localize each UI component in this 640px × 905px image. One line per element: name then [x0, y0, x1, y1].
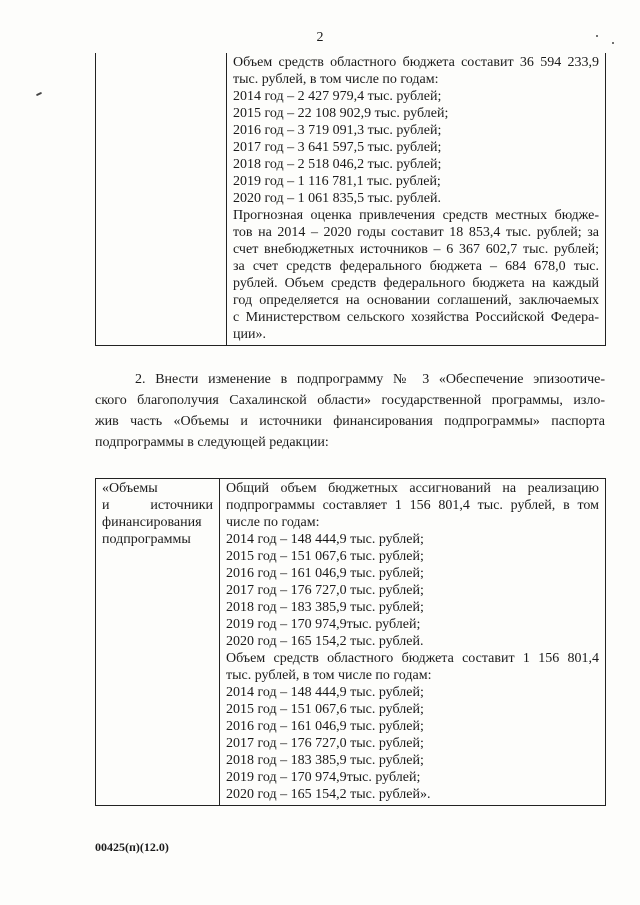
text-line: Прогнозная оценка привлечения средств местных бюдже- [233, 208, 599, 223]
paragraph-line: 2. Внести изменение в подпрограмму № 3 «Обеспечение эпизоотиче- [135, 372, 605, 387]
table2-right-cell [220, 479, 606, 806]
text-line: 2014 год – 148 444,9 тыс. рублей; [226, 685, 424, 700]
text-line: 2014 год – 2 427 979,4 тыс. рублей; [233, 89, 442, 104]
text-line: 2020 год – 165 154,2 тыс. рублей. [226, 634, 424, 649]
text-line: 2018 год – 2 518 046,2 тыс. рублей; [233, 157, 442, 172]
text-line: рублей. Объем средств федерального бюджета на каждый [233, 276, 599, 291]
paragraph-line: ского благополучия Сахалинской области» государственной программы, изло- [95, 393, 605, 408]
table2-left-cell [96, 479, 220, 806]
text-line: 2017 год – 176 727,0 тыс. рублей; [226, 583, 424, 598]
text-line: год определяется на основании соглашений, заключаемых [233, 293, 599, 308]
text-line: тыс. рублей, в том числе по годам: [226, 668, 432, 683]
text-line: подпрограммы [102, 532, 191, 547]
text-line: подпрограммы составляет 1 156 801,4 тыс. рублей, в том [226, 498, 599, 513]
paragraph-line: жив часть «Объемы и источники финансирования подпрограммы» паспорта [95, 414, 605, 429]
text-line: ции». [233, 327, 266, 342]
text-line: 2016 год – 3 719 091,3 тыс. рублей; [233, 123, 442, 138]
text-line: с Министерством сельского хозяйства Российской Федера- [233, 310, 599, 325]
text-line: за счет средств федерального бюджета – 684 678,0 тыс. [233, 259, 599, 274]
text-line: тыс. рублей, в том числе по годам: [233, 72, 439, 87]
page-number: 2 [316, 30, 324, 45]
table1-left-cell [96, 53, 227, 346]
text-line: 2015 год – 22 108 902,9 тыс. рублей; [233, 106, 449, 121]
text-line: 2018 год – 183 385,9 тыс. рублей; [226, 753, 424, 768]
text-line: 2020 год – 1 061 835,5 тыс. рублей. [233, 191, 441, 206]
scan-speck [612, 42, 614, 44]
paragraph-line: подпрограммы в следующей редакции: [95, 435, 329, 450]
text-line: 2015 год – 151 067,6 тыс. рублей; [226, 702, 424, 717]
text-line: Общий объем бюджетных ассигнований на реализацию [226, 481, 599, 496]
text-line: тов на 2014 – 2020 годы составит 18 853,4 тыс. рублей; за [233, 225, 599, 240]
text-line: 2018 год – 183 385,9 тыс. рублей; [226, 600, 424, 615]
text-line: 2019 год – 170 974,9тыс. рублей; [226, 770, 421, 785]
text-line: 2016 год – 161 046,9 тыс. рублей; [226, 719, 424, 734]
amendment-paragraph [95, 369, 605, 453]
text-line: финансирования [102, 515, 202, 530]
text-line: 2019 год – 170 974,9тыс. рублей; [226, 617, 421, 632]
text-line: 2019 год – 1 116 781,1 тыс. рублей; [233, 174, 441, 189]
scan-speck [596, 35, 598, 37]
text-line: счет внебюджетных источников – 6 367 602,7 тыс. рублей; [233, 242, 599, 257]
text-line: «Объемы [102, 481, 158, 496]
funding-table-continuation [95, 53, 606, 346]
text-line: числе по годам: [226, 515, 320, 530]
text-line: Объем средств областного бюджета составит 1 156 801,4 [226, 651, 599, 666]
text-line: 2015 год – 151 067,6 тыс. рублей; [226, 549, 424, 564]
text-line: 2014 год – 148 444,9 тыс. рублей; [226, 532, 424, 547]
text-line: и источники [102, 498, 213, 513]
text-line: 2017 год – 3 641 597,5 тыс. рублей; [233, 140, 442, 155]
text-line: 2020 год – 165 154,2 тыс. рублей». [226, 787, 431, 802]
subprogram-funding-table [95, 478, 606, 806]
text-line: 2016 год – 161 046,9 тыс. рублей; [226, 566, 424, 581]
document-code: 00425(п)(12.0) [95, 840, 169, 854]
text-line: Объем средств областного бюджета составит 36 594 233,9 [233, 55, 599, 70]
table1-right-cell [227, 53, 606, 346]
scan-speck [36, 92, 42, 96]
text-line: 2017 год – 176 727,0 тыс. рублей; [226, 736, 424, 751]
